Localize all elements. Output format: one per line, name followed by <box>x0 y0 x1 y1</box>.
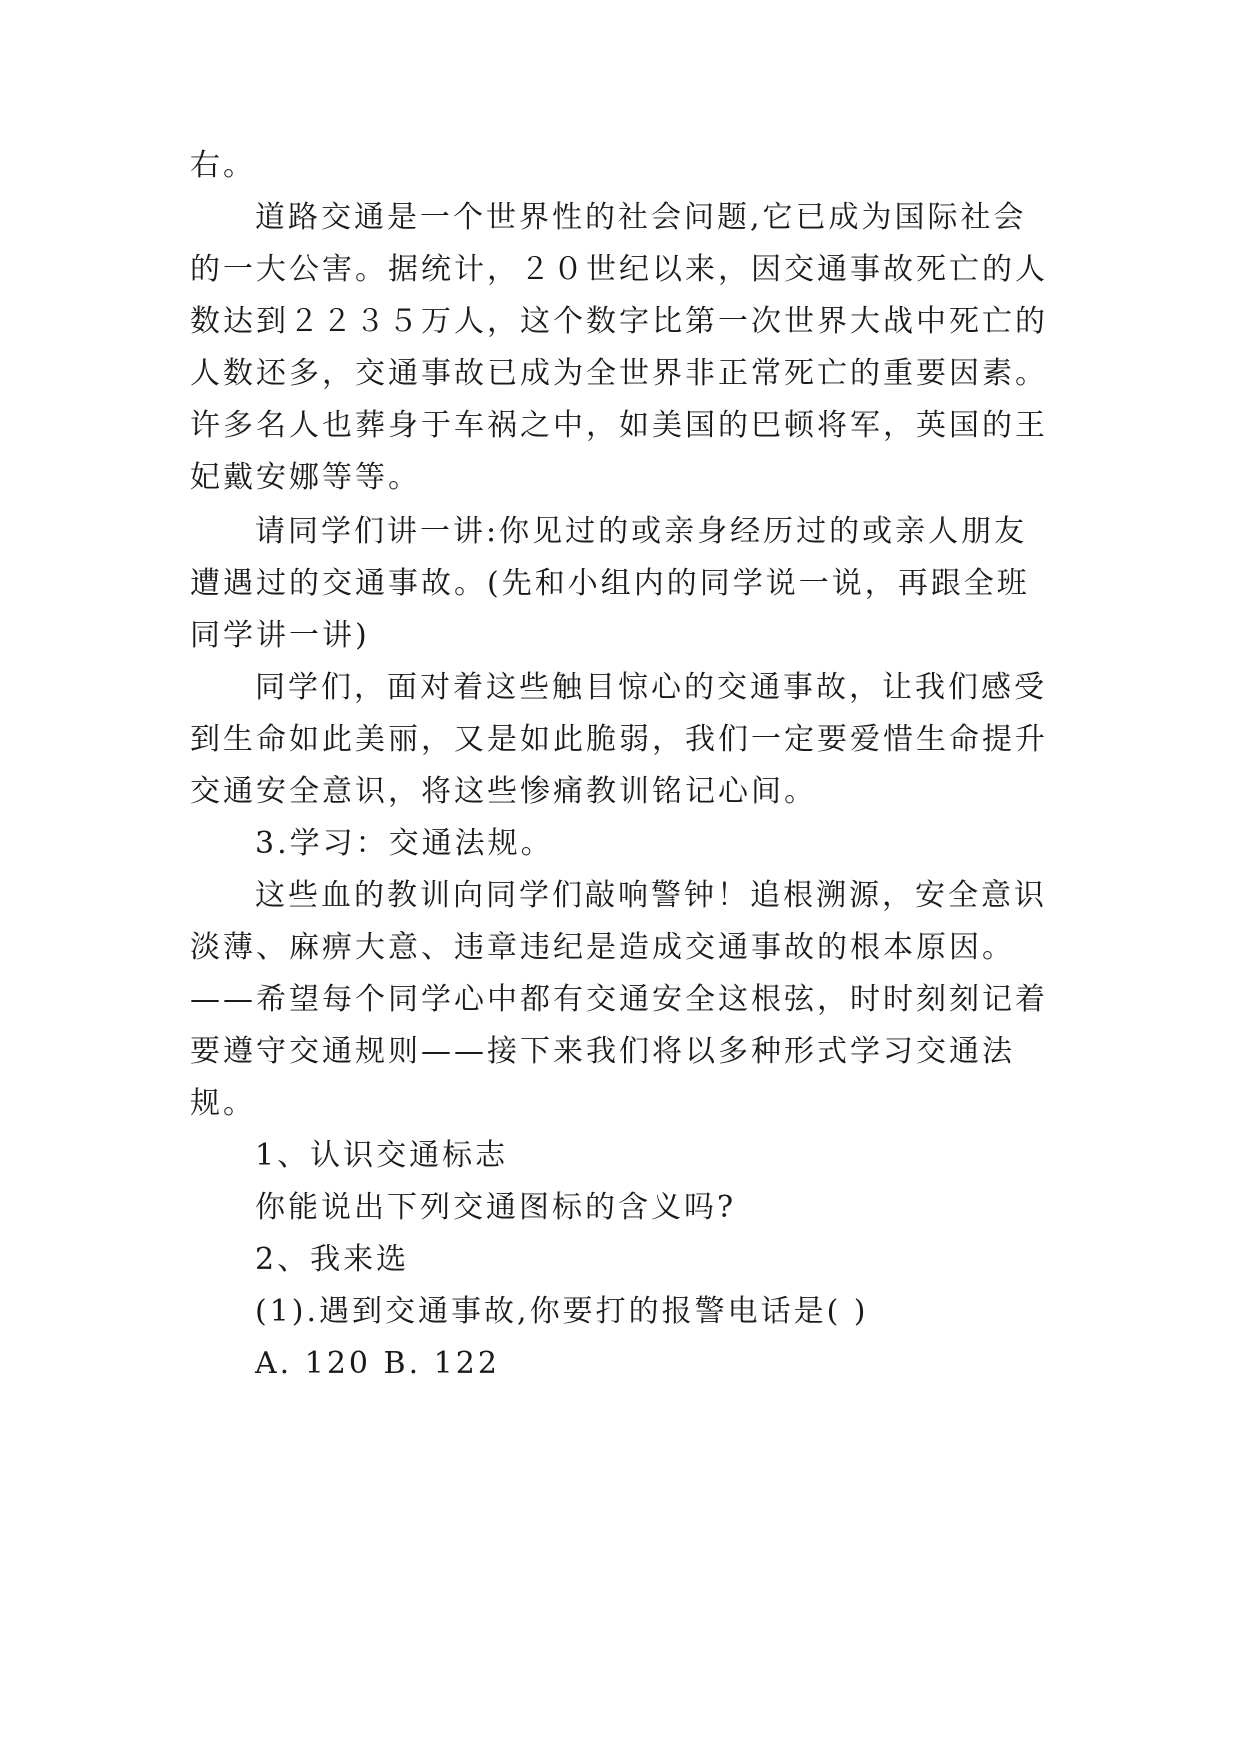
text-line: 要遵守交通规则——接下来我们将以多种形式学习交通法 <box>190 1034 1015 1069</box>
text-line: 淡薄、麻痹大意、违章违纪是造成交通事故的根本原因。 <box>190 930 1015 965</box>
paragraph-first-line: 这些血的教训向同学们敲响警钟！追根溯源，安全意识 <box>255 878 1047 913</box>
text-line: 右。 <box>190 148 256 183</box>
paragraph-first-line: 请同学们讲一讲:你见过的或亲身经历过的或亲人朋友 <box>255 514 1028 549</box>
paragraph-first-line: 道路交通是一个世界性的社会问题,它已成为国际社会 <box>255 200 1027 235</box>
text-line: 同学讲一讲) <box>190 618 370 653</box>
text-line: 数达到２２３５万人，这个数字比第一次世界大战中死亡的 <box>190 304 1048 339</box>
paragraph-first-line: 同学们，面对着这些触目惊心的交通事故，让我们感受 <box>255 670 1047 705</box>
text-line: 遭遇过的交通事故。(先和小组内的同学说一说，再跟全班 <box>190 566 1030 601</box>
text-line: 规。 <box>190 1086 256 1121</box>
text-line: 许多名人也葬身于车祸之中，如美国的巴顿将军，英国的王 <box>190 408 1048 443</box>
list-heading: 2、我来选 <box>255 1242 410 1277</box>
text-line: ——希望每个同学心中都有交通安全这根弦，时时刻刻记着 <box>190 982 1048 1017</box>
text-line: 的一大公害。据统计，２０世纪以来，因交通事故死亡的人 <box>190 252 1048 287</box>
section-heading: 3.学习：交通法规。 <box>255 826 554 861</box>
text-line: 到生命如此美丽，又是如此脆弱，我们一定要爱惜生命提升 <box>190 722 1048 757</box>
text-line: 人数还多，交通事故已成为全世界非正常死亡的重要因素。 <box>190 356 1048 391</box>
answer-options: A. 120 B. 122 <box>255 1346 500 1381</box>
list-heading: 1、认识交通标志 <box>255 1138 509 1173</box>
question-text: 你能说出下列交通图标的含义吗? <box>255 1190 737 1225</box>
text-line: 交通安全意识，将这些惨痛教训铭记心间。 <box>190 774 817 809</box>
question-text: (1).遇到交通事故,你要打的报警电话是( ) <box>255 1294 869 1329</box>
text-line: 妃戴安娜等等。 <box>190 460 421 495</box>
